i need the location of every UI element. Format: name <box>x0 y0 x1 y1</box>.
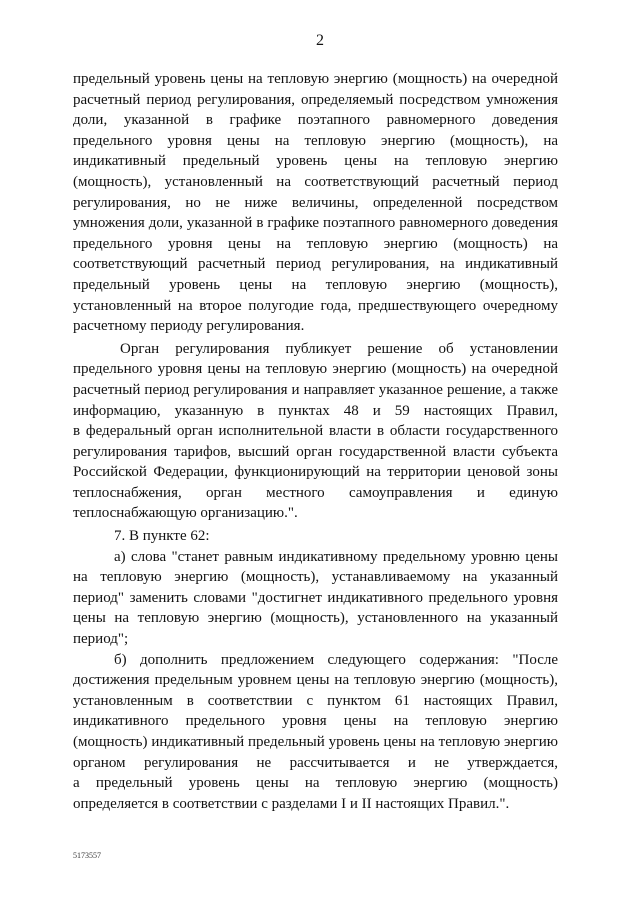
paragraph-start-line: Орган регулирования публикует решение об установлении <box>120 340 558 357</box>
section-heading: 7. В пункте 62: <box>114 528 210 545</box>
text-line: предельный уровень цены на тепловую энергию (мощность) на очередной <box>73 71 558 87</box>
text-line: теплоснабжения, орган местного самоуправления и единую <box>73 484 558 501</box>
text-line: (мощность), установленный на соответствующий расчетный период <box>73 173 558 190</box>
text-line: установленным в соответствии с пунктом 61 настоящих Правил, <box>73 692 558 709</box>
paragraph-start-line: а) слова "станет равным индикативному предельному уровню цены <box>114 548 558 565</box>
text-line: предельного уровня цены на тепловую энергию (мощность) на <box>73 235 558 252</box>
paragraph-start-line: б) дополнить предложением следующего содержания: "После <box>114 651 558 668</box>
text-line: цены на тепловую энергию (мощность), установленного на указанный <box>73 610 558 627</box>
text-line: предельный уровень цены на тепловую энергию (мощность), <box>73 276 558 293</box>
text-line: расчетному периоду регулирования. <box>73 318 305 335</box>
text-line: период"; <box>73 631 129 648</box>
text-line: регулирования тарифов, высший орган государственной власти субъекта <box>73 443 558 460</box>
text-line: (мощность) индикативный предельный уровень цены на тепловую энергию <box>73 734 558 750</box>
body-text <box>73 69 558 814</box>
text-line: достижения предельным уровнем цены на тепловую энергию (мощность), <box>73 672 558 689</box>
text-line: доли, указанной в графике поэтапного равномерного доведения <box>73 112 558 129</box>
text-line: установленный на второе полугодие года, предшествующего очередному <box>73 297 558 314</box>
text-line: Российской Федерации, функционирующий на территории ценовой зоны <box>73 464 558 481</box>
text-line: в федеральный орган исполнительной власти в области государственного <box>73 423 558 440</box>
document-code: 5173557 <box>73 851 101 860</box>
text-line: индикативного предельного уровня цены на тепловую энергию <box>73 713 558 730</box>
text-line: определяется в соответствии с разделами I и II настоящих Правил.". <box>73 795 510 812</box>
text-line: соответствующий расчетный период регулирования, на индикативный <box>73 256 558 273</box>
text-line: расчетный период регулирования, определяемый посредством умножения <box>73 91 558 108</box>
text-line: период" заменить словами "достигнет индикативного предельного уровня <box>73 589 558 606</box>
text-line: на тепловую энергию (мощность), устанавливаемому на указанный <box>73 569 558 586</box>
text-line: предельного уровня цены на тепловую энергию (мощность), на <box>73 132 558 149</box>
text-line: умножения доли, указанной в графике поэтапного равномерного доведения <box>73 215 558 232</box>
page-number: 2 <box>316 32 324 49</box>
text-line: предельного уровня цены на тепловую энергию (мощность) на очередной <box>73 361 558 378</box>
text-line: расчетный период регулирования и направляет указанное решение, а также <box>73 381 558 398</box>
text-line: органом регулирования не рассчитывается и не утверждается, <box>73 754 558 771</box>
text-line: информацию, указанную в пунктах 48 и 59 настоящих Правил, <box>73 402 558 419</box>
text-line: теплоснабжающую организацию.". <box>73 505 298 522</box>
text-line: а предельный уровень цены на тепловую энергию (мощность) <box>73 775 558 792</box>
text-line: регулирования, но не ниже величины, определенной посредством <box>73 194 558 211</box>
text-line: индикативный предельный уровень цены на тепловую энергию <box>73 153 558 170</box>
